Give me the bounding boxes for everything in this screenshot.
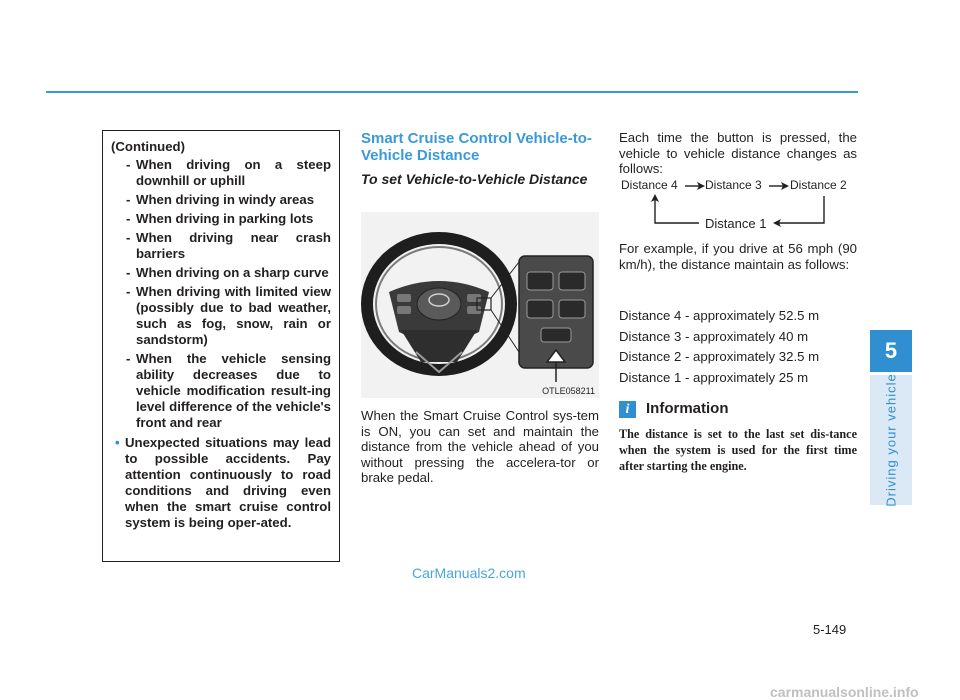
warning-bullet: • Unexpected situations may lead to possible accidents. Pay attention continuously to road conditions and driving even when the smart cruise control system is being oper-ated.: [115, 435, 331, 530]
arrow-1-to-4: [655, 200, 699, 223]
dash-marker: -: [126, 211, 131, 226]
dash-marker: -: [126, 192, 131, 207]
figure-caption: OTLE058211: [542, 386, 595, 396]
page-number: 5-149: [813, 622, 847, 637]
information-title: Information: [646, 400, 729, 417]
condition-item: - When driving near crash barriers: [126, 230, 331, 261]
caution-box: [102, 130, 340, 562]
dash-marker: -: [126, 351, 131, 366]
watermark-link[interactable]: CarManuals2.com: [412, 565, 526, 581]
dash-marker: -: [126, 157, 131, 172]
steering-wheel-figure: [361, 212, 599, 398]
dash-marker: -: [126, 284, 131, 299]
condition-item: - When driving on a steep downhill or uphill: [126, 157, 331, 188]
distance-3-label: Distance 3: [705, 178, 762, 192]
distance-list-item: Distance 4 - approximately 52.5 m: [619, 308, 820, 323]
distance-4-label: Distance 4: [621, 178, 678, 192]
steering-wheel-illustration: [361, 212, 599, 398]
chapter-number-tab: 5: [870, 330, 912, 372]
section-body: When the Smart Cruise Control sys-tem is ON, you can set and maintain the distance from the vehicle ahead of you without pressing the accelera-tor or brake pedal.: [361, 408, 599, 485]
top-rule: [46, 91, 858, 93]
condition-item: - When driving in windy areas: [126, 192, 315, 207]
section-title: Smart Cruise Control Vehicle-to-Vehicle Distance: [361, 130, 592, 164]
distance-1-label: Distance 1: [705, 216, 767, 231]
condition-item: - When the vehicle sensing ability decreases due to vehicle modification result-ing level difference of the vehicle's front and rear: [126, 351, 331, 430]
distance-list-item: Distance 3 - approximately 40 m: [619, 328, 809, 344]
distance-cycle-diagram: [619, 176, 859, 232]
distance-column: [619, 130, 857, 177]
bullet-icon: •: [115, 435, 120, 450]
condition-item: - When driving in parking lots: [126, 211, 314, 226]
distance-list: [619, 306, 857, 388]
chapter-label: Driving your vehicle: [883, 373, 899, 507]
distance-example: For example, if you drive at 56 mph (90 km/h), the distance maintain as follows:: [619, 241, 857, 272]
information-text: The distance is set to the last set dis-tance when the system is used for the first time after starting the engine.: [619, 427, 857, 473]
condition-item: - When driving with limited view (possibly due to bad weather, such as fog, snow, rain or sandstorm): [126, 284, 331, 347]
condition-item: - When driving on a sharp curve: [126, 265, 329, 280]
arrow-2-to-1: [779, 196, 824, 223]
dash-marker: -: [126, 265, 131, 280]
distance-intro: Each time the button is pressed, the vehicle to vehicle distance changes as follows:: [619, 130, 857, 176]
distance-2-label: Distance 2: [790, 178, 847, 192]
chapter-label-tab: [870, 375, 912, 505]
info-icon: i: [619, 401, 636, 418]
distance-list-item: Distance 2 - approximately 32.5 m: [619, 349, 820, 364]
section-subtitle: To set Vehicle-to-Vehicle Distance: [361, 171, 588, 187]
distance-list-item: Distance 1 - approximately 25 m: [619, 369, 809, 385]
continued-label: (Continued): [111, 139, 185, 154]
dash-marker: -: [126, 230, 131, 245]
site-watermark: carmanualsonline.info: [770, 684, 919, 700]
cycle-arrows: [619, 176, 859, 232]
